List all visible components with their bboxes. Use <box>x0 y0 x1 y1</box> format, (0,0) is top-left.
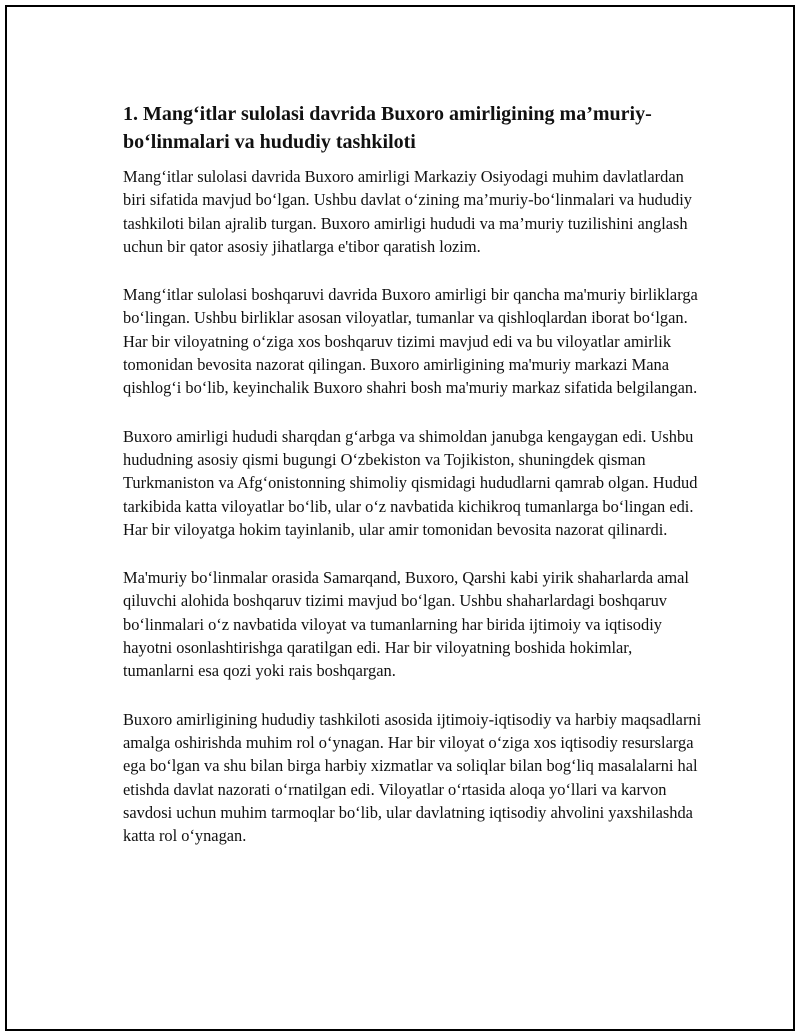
paragraph-2: Mang‘itlar sulolasi boshqaruvi davrida Buxoro amirligi bir qancha ma'muriy birliklarga bo‘lingan. Ushbu birliklar asosan viloyatlar, tumanlar va qishloqlardan iborat bo‘lgan. Har bir viloyatning o‘ziga xos boshqaruv tizimi mavjud edi va bu viloyatlar amirlik tomonidan bevosita nazorat qilingan. Buxoro amirligining ma'muriy markazi Mana qishlog‘i bo‘lib, keyinchalik Buxoro shahri bosh ma'muriy markaz sifatida belgilangan. <box>123 285 698 398</box>
page-frame <box>5 5 795 1031</box>
paragraph-5: Buxoro amirligining hududiy tashkiloti asosida ijtimoiy-iqtisodiy va harbiy maqsadlarni amalga oshirishda muhim rol o‘ynagan. Har bir viloyat o‘ziga xos iqtisodiy resurslarga ega bo‘lgan va shu bilan birga harbiy xizmatlar va soliqlar bilan bog‘liq masalalarni hal etishda davlat nazorati o‘rnatilgan edi. Viloyatlar o‘rtasida aloqa yo‘llari va karvon savdosi uchun muhim tarmoqlar bo‘lib, ular davlatning iqtisodiy ahvolini yaxshilashda katta rol o‘ynagan. <box>123 709 702 846</box>
document-body <box>123 100 703 872</box>
paragraph-1: Mang‘itlar sulolasi davrida Buxoro amirligi Markaziy Osiyodagi muhim davlatlardan biri sifatida mavjud bo‘lgan. Ushbu davlat o‘zining ma’muriy-bo‘linmalari va hududiy tashkiloti bilan ajralib turgan. Buxoro amirligi hududi va ma’muriy tuzilishini anglash uchun bir qator asosiy jihatlarga e'tibor qaratish lozim. <box>123 167 692 256</box>
paragraph-3: Buxoro amirligi hududi sharqdan g‘arbga va shimoldan janubga kengaygan edi. Ushbu hududning asosiy qismi bugungi O‘zbekiston va Tojikiston, shuningdek qisman Turkmaniston va Afg‘onistonning shimoliy qismidagi hududlarni qamrab olgan. Hudud tarkibida katta viloyatlar bo‘lib, ular o‘z navbatida kichikroq tumanlarga bo‘lingan edi. Har bir viloyatga hokim tayinlanib, ular amir tomonidan bevosita nazorat qilinardi. <box>123 426 698 539</box>
section-title: 1. Mang‘itlar sulolasi davrida Buxoro amirligining ma’muriy-bo‘linmalari va hududiy tashkiloti <box>123 103 652 153</box>
paragraph-4: Ma'muriy bo‘linmalar orasida Samarqand, Buxoro, Qarshi kabi yirik shaharlarda amal qiluvchi alohida boshqaruv tizimi mavjud bo‘lgan. Ushbu shaharlardagi boshqaruv bo‘linmalari o‘z navbatida viloyat va tumanlarning har birida ijtimoiy va iqtisodiy hayotni osonlashtirishga qaratilgan edi. Har bir viloyatning boshida hokimlar, tumanlarni esa qozi yoki rais boshqargan. <box>123 568 689 681</box>
